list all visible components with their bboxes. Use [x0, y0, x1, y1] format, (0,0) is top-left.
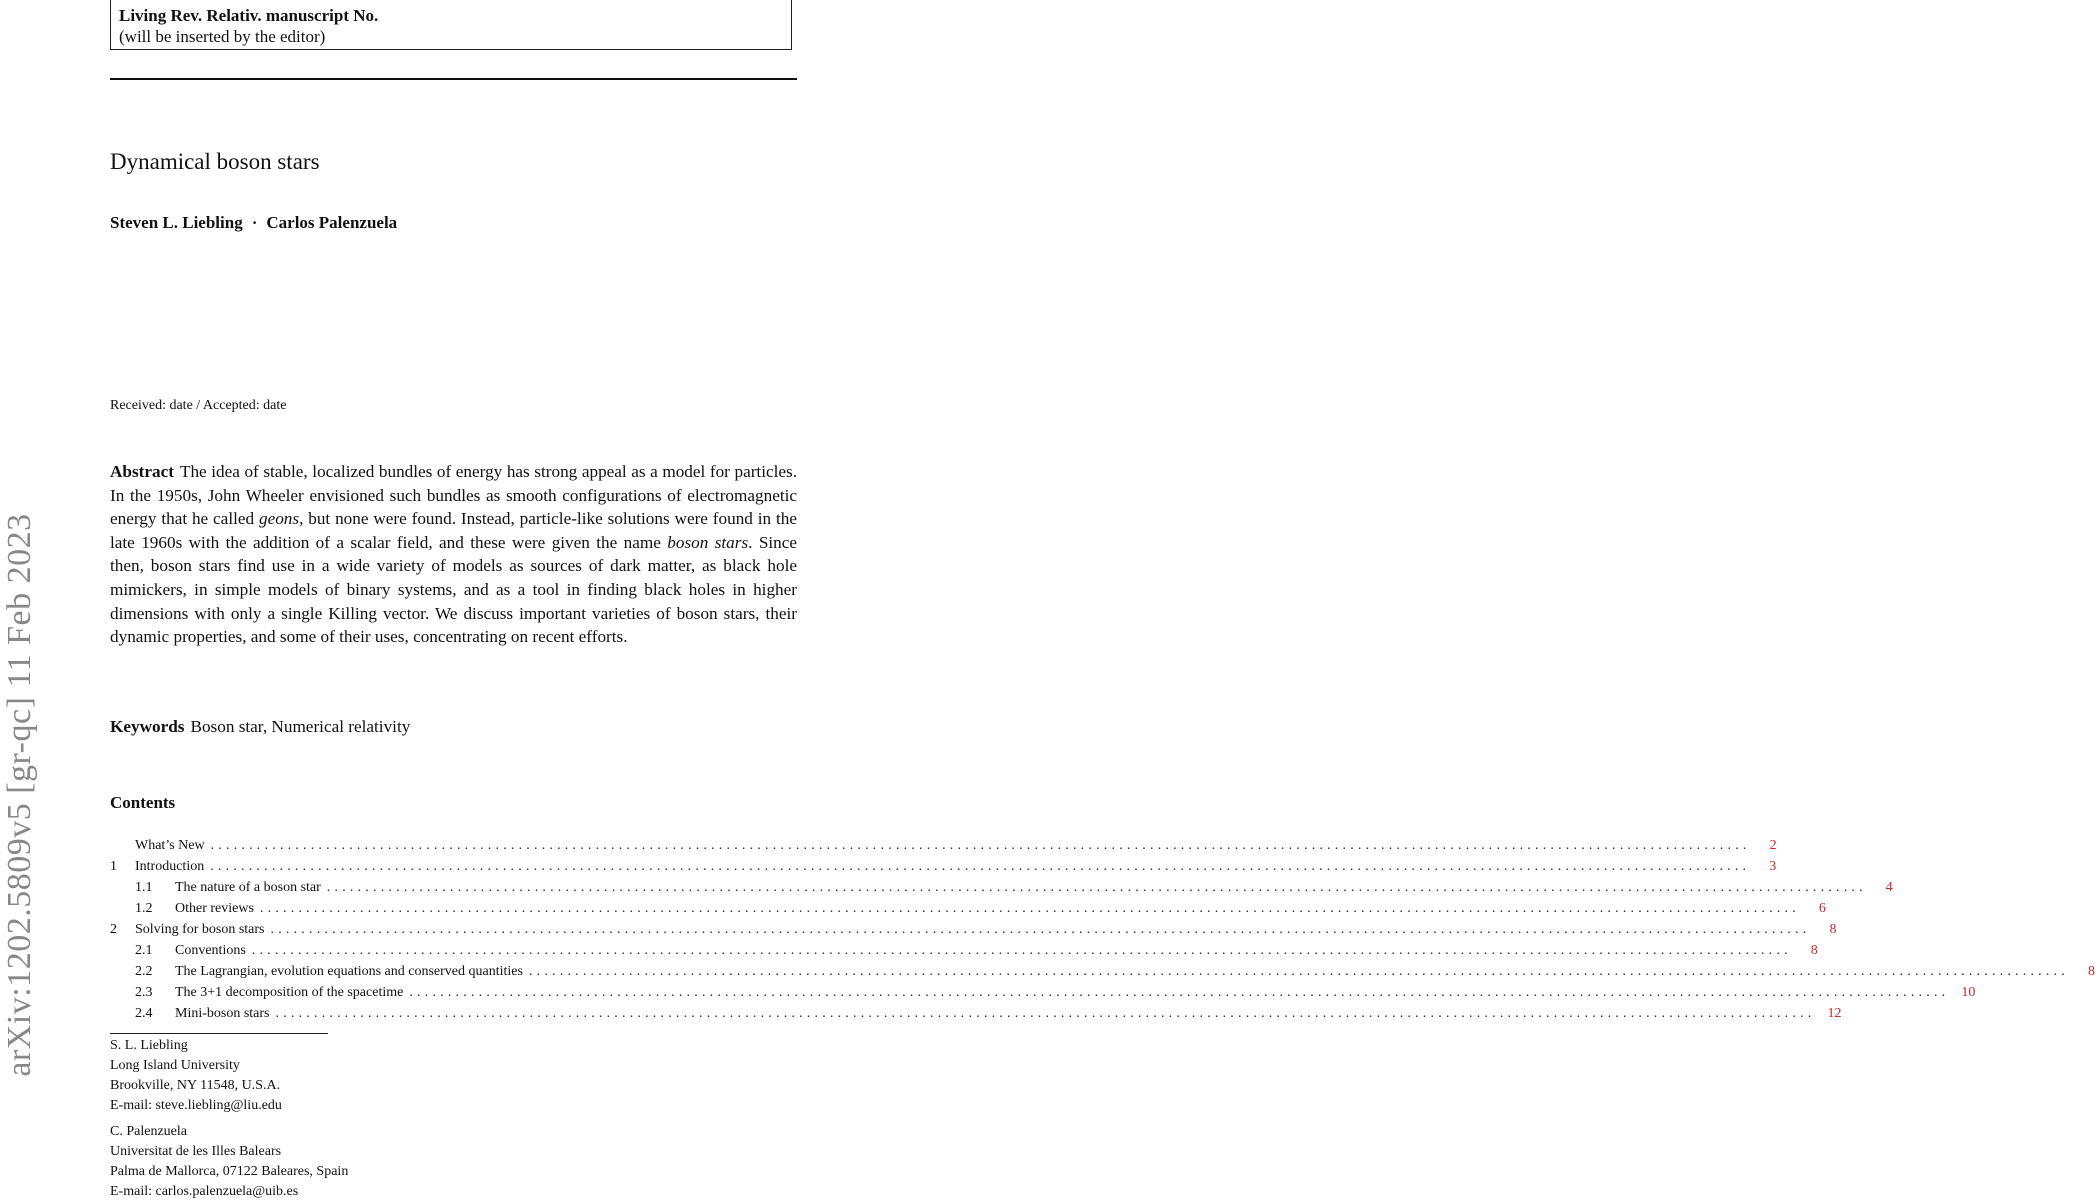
author-separator: · [251, 213, 258, 232]
toc-entry-title: The nature of a boson star [175, 880, 321, 895]
toc-dot-leader: ........................................................................................................................................................................................................ [259, 901, 1800, 916]
toc-entry-number: 2.2 [135, 964, 153, 979]
toc-entry-title: The Lagrangian, evolution equations and conserved quantities [175, 964, 523, 979]
toc-page-link[interactable]: 6 [1818, 901, 1826, 916]
abstract-label: Abstract [110, 462, 174, 481]
toc-dot-leader: ........................................................................................................................................................................................................ [251, 943, 1792, 958]
toc-page-link[interactable]: 8 [1810, 943, 1818, 958]
toc-entry-title: Other reviews [175, 901, 254, 916]
toc-page-link[interactable]: 8 [1829, 922, 1837, 937]
toc-entry-number: 1 [110, 859, 117, 874]
abstract-text-3: . Since then, boson stars find use in a wide variety of models as sources of dark matter, as black hole mimickers, in simple models of binary systems, and as a tool in finding black holes in higher dimensions with only a single Killing vector. We discuss important varieties of boson stars, their dynamic properties, and some of their uses, concentrating on recent efforts. [110, 532, 798, 647]
editor-note: (will be inserted by the editor) [119, 27, 326, 46]
toc-entry-number: 1.2 [135, 901, 153, 916]
arxiv-stamp: arXiv:1202.5809v5 [gr-qc] 11 Feb 2023 [1, 513, 38, 1077]
toc-entry[interactable] [110, 1006, 1842, 1027]
toc-entry-number: 2 [110, 922, 117, 937]
affiliation-institution: Universitat de les Illes Balears [110, 1144, 282, 1159]
toc-entry[interactable] [110, 859, 1777, 880]
author-1: Steven L. Liebling [110, 213, 243, 232]
toc-entry-title: The 3+1 decomposition of the spacetime [175, 985, 404, 1000]
toc-entry-number: 1.1 [135, 880, 153, 895]
toc-page-link[interactable]: 3 [1769, 859, 1777, 874]
keywords-label: Keywords [110, 717, 185, 736]
affiliation-location: Brookville, NY 11548, U.S.A. [110, 1078, 281, 1093]
toc-entry-number: 2.1 [135, 943, 153, 958]
header-rule [110, 78, 797, 80]
abstract-emphasis-geons: geons [258, 509, 300, 529]
affiliation-name: C. Palenzuela [110, 1124, 187, 1139]
abstract-emphasis-boson-stars: boson stars [667, 532, 749, 552]
toc-dot-leader: ........................................................................................................................................................................................................ [210, 838, 1751, 853]
journal-name: Living Rev. Relativ. manuscript No. [119, 6, 379, 25]
toc-entry[interactable] [110, 901, 1826, 922]
toc-page-link[interactable]: 2 [1769, 838, 1777, 853]
toc-page-link[interactable]: 12 [1827, 1006, 1842, 1021]
toc-entry-title: Mini-boson stars [175, 1006, 270, 1021]
author-2: Carlos Palenzuela [266, 213, 398, 232]
toc-entry-number: 2.4 [135, 1006, 153, 1021]
affiliation-palenzuela [110, 1122, 348, 1202]
affiliation-email[interactable]: E-mail: steve.liebling@liu.edu [110, 1098, 282, 1113]
abstract-text-2: , but none were found. Instead, particle-like solutions were found in the late 1960s with the addition of a scalar field, and these were given the name [110, 509, 797, 552]
keywords [110, 717, 410, 737]
affiliation-liebling [110, 1036, 282, 1116]
affiliation-name: S. L. Liebling [110, 1038, 188, 1053]
toc-entry[interactable] [110, 880, 1893, 901]
toc-entry[interactable] [110, 964, 2095, 985]
footnote-rule [110, 1033, 328, 1034]
contents-heading: Contents [110, 793, 176, 812]
abstract-text-1: The idea of stable, localized bundles of energy has strong appeal as a model for particles. In the 1950s, John Wheeler envisioned such bundles as smooth configurations of electromagnetic energy that he called [110, 462, 797, 529]
toc-entry-number: 2.3 [135, 985, 153, 1000]
toc-dot-leader: ........................................................................................................................................................................................................ [275, 1006, 1816, 1021]
keywords-text: Boson star, Numerical relativity [190, 717, 411, 736]
paper-title: Dynamical boson stars [110, 149, 320, 174]
toc-dot-leader: ........................................................................................................................................................................................................ [326, 880, 1867, 895]
toc-entry-title: Introduction [135, 859, 205, 874]
toc-entry[interactable] [110, 943, 1818, 964]
affiliation-institution: Long Island University [110, 1058, 240, 1073]
toc-dot-leader: ........................................................................................................................................................................................................ [409, 985, 1950, 1000]
toc-page-link[interactable]: 10 [1961, 985, 1976, 1000]
affiliation-email[interactable]: E-mail: carlos.palenzuela@uib.es [110, 1184, 299, 1199]
author-list [110, 213, 397, 233]
received-date: Received: date / Accepted: date [110, 398, 287, 413]
toc-dot-leader: ........................................................................................................................................................................................................ [210, 859, 1751, 874]
toc-page-link[interactable]: 8 [2087, 964, 2095, 979]
toc-entry[interactable] [110, 985, 1976, 1006]
toc-entry-title: What’s New [135, 838, 205, 853]
toc-entry-title: Solving for boson stars [135, 922, 265, 937]
journal-header-box [110, 0, 792, 50]
table-of-contents [110, 838, 2095, 1027]
toc-entry[interactable] [110, 922, 1837, 943]
toc-dot-leader: ........................................................................................................................................................................................................ [270, 922, 1811, 937]
toc-page-link[interactable]: 4 [1885, 880, 1893, 895]
abstract [110, 460, 797, 649]
toc-entry[interactable] [110, 838, 1777, 859]
toc-dot-leader: ........................................................................................................................................................................................................ [528, 964, 2069, 979]
toc-entry-title: Conventions [175, 943, 246, 958]
affiliation-location: Palma de Mallorca, 07122 Baleares, Spain [110, 1164, 349, 1179]
